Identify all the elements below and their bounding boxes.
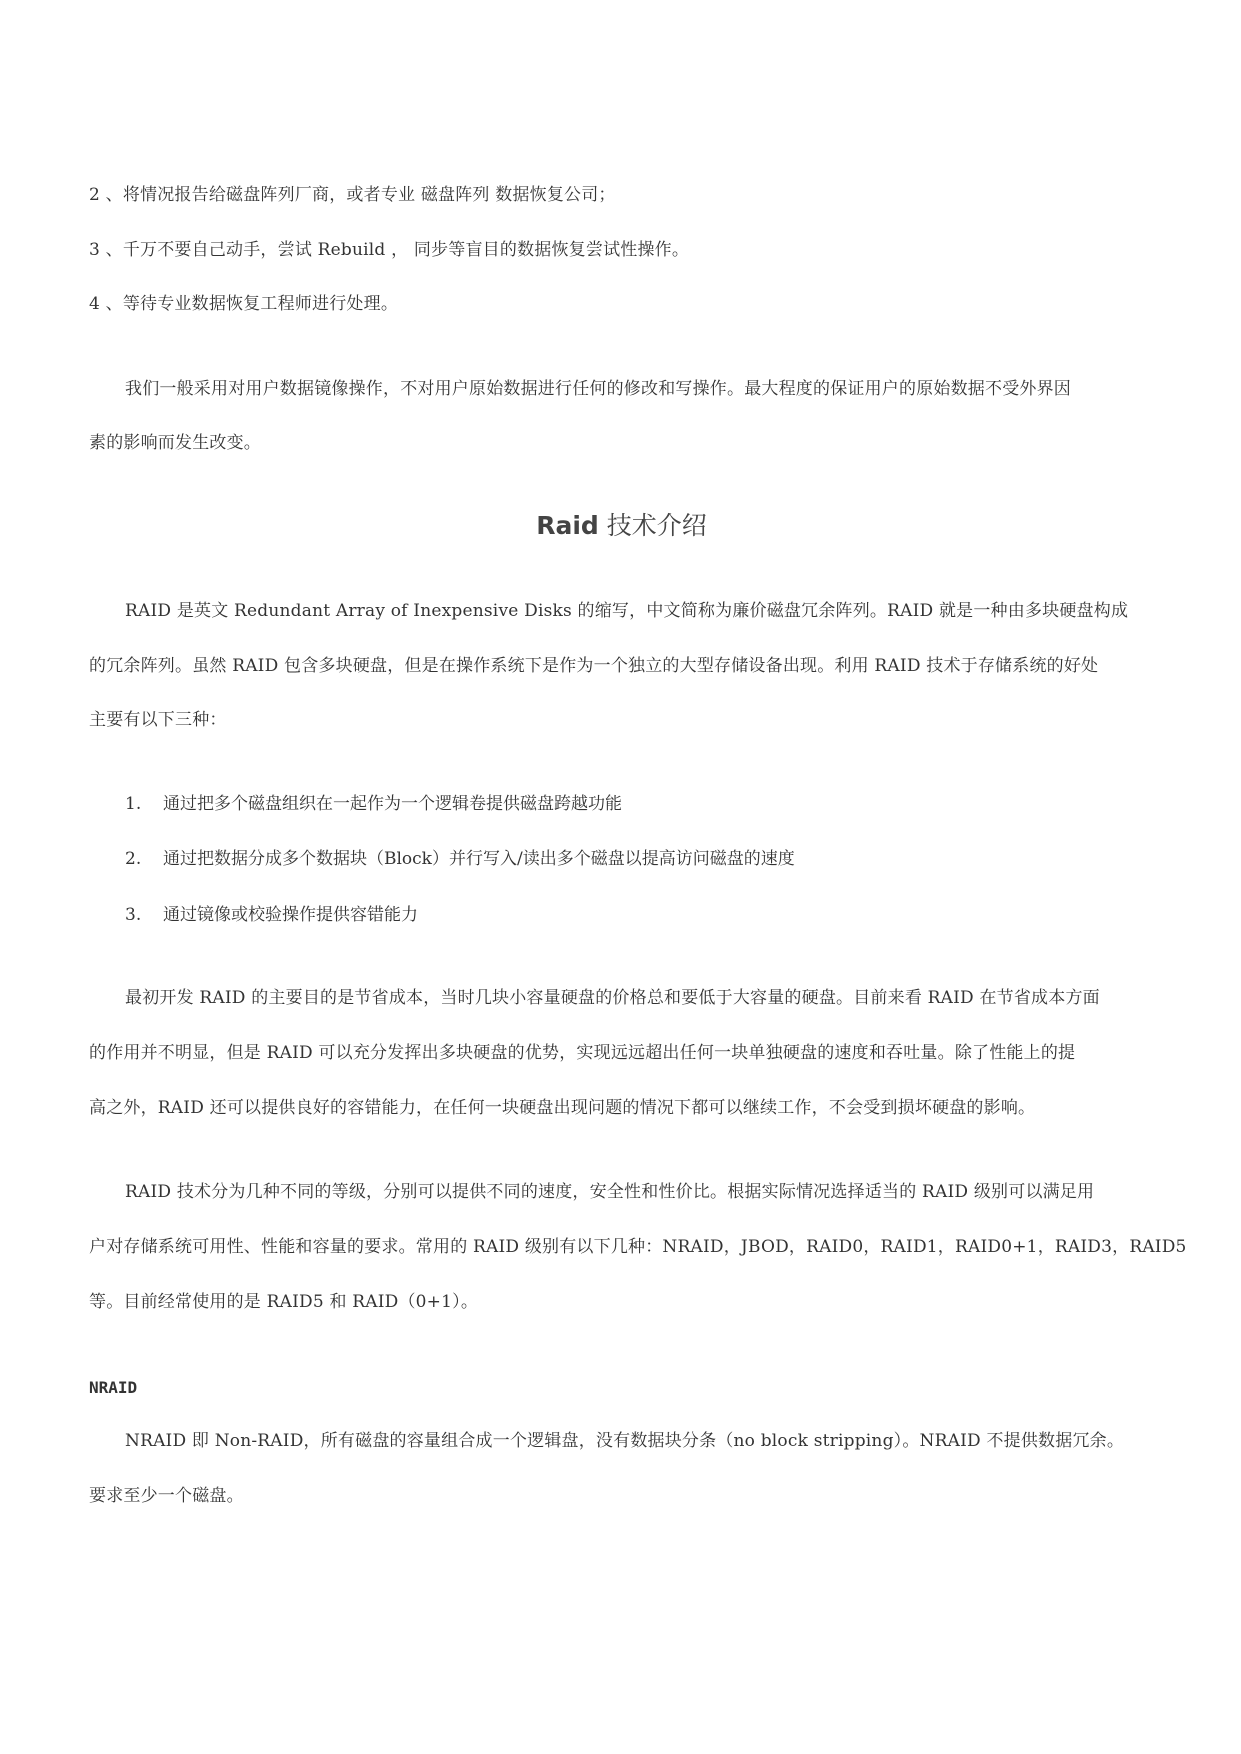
- nraid-heading: NRAID: [89, 1378, 138, 1397]
- mirror-paragraph-line-2: 素的影响而发生改变。: [89, 433, 261, 453]
- list-item-text: 通过镜像或校验操作提供容错能力: [163, 905, 418, 925]
- nraid-paragraph-line-2: 要求至少一个磁盘。: [89, 1486, 244, 1506]
- nraid-paragraph-line-1: NRAID 即 Non-RAID，所有磁盘的容量组合成一个逻辑盘，没有数据块分条（no block stripping）。NRAID 不提供数据冗余。: [125, 1431, 1125, 1451]
- levels-paragraph-line-1: RAID 技术分为几种不同的等级，分别可以提供不同的速度，安全性和性价比。根据实际情况选择适当的 RAID 级别可以满足用: [125, 1182, 1095, 1202]
- step-4: 4 、等待专业数据恢复工程师进行处理。: [89, 294, 399, 314]
- section-title-rest: 技术介绍: [598, 511, 707, 540]
- mirror-paragraph-line-1: 我们一般采用对用户数据镜像操作，不对用户原始数据进行任何的修改和写操作。最大程度的保证用户的原始数据不受外界因: [125, 379, 1071, 399]
- intro-paragraph-line-2: 的冗余阵列。虽然 RAID 包含多块硬盘，但是在操作系统下是作为一个独立的大型存储设备出现。利用 RAID 技术于存储系统的好处: [89, 656, 1099, 676]
- cost-paragraph-line-3: 高之外，RAID 还可以提供良好的容错能力，在任何一块硬盘出现问题的情况下都可以继续工作，不会受到损坏硬盘的影响。: [89, 1098, 1036, 1118]
- list-item-number: 1.: [125, 794, 142, 814]
- list-item-number: 3.: [125, 905, 142, 925]
- list-item-text: 通过把多个磁盘组织在一起作为一个逻辑卷提供磁盘跨越功能: [163, 794, 622, 814]
- cost-paragraph-line-2: 的作用并不明显，但是 RAID 可以充分发挥出多块硬盘的优势，实现远远超出任何一块单独硬盘的速度和吞吐量。除了性能上的提: [89, 1043, 1076, 1063]
- document-page: [89, 0, 1187, 1754]
- step-3: 3 、千万不要自己动手，尝试 Rebuild ， 同步等盲目的数据恢复尝试性操作。: [89, 240, 690, 260]
- levels-paragraph-line-3: 等。目前经常使用的是 RAID5 和 RAID（0+1）。: [89, 1292, 479, 1312]
- section-title: [89, 510, 1154, 542]
- step-2: 2 、将情况报告给磁盘阵列厂商，或者专业 磁盘阵列 数据恢复公司；: [89, 185, 616, 205]
- cost-paragraph-line-1: 最初开发 RAID 的主要目的是节省成本，当时几块小容量硬盘的价格总和要低于大容量的硬盘。目前来看 RAID 在节省成本方面: [125, 988, 1100, 1008]
- list-item-number: 2.: [125, 849, 142, 869]
- intro-paragraph-line-1: RAID 是英文 Redundant Array of Inexpensive Disks 的缩写，中文简称为廉价磁盘冗余阵列。RAID 就是一种由多块硬盘构成: [125, 601, 1129, 621]
- levels-paragraph-line-2: 户对存储系统可用性、性能和容量的要求。常用的 RAID 级别有以下几种：NRAID，JBOD，RAID0，RAID1，RAID0+1，RAID3，RAID5: [89, 1237, 1187, 1257]
- section-title-bold: Raid: [536, 511, 599, 540]
- list-item-text: 通过把数据分成多个数据块（Block）并行写入/读出多个磁盘以提高访问磁盘的速度: [163, 849, 795, 869]
- intro-paragraph-line-3: 主要有以下三种：: [89, 710, 227, 730]
